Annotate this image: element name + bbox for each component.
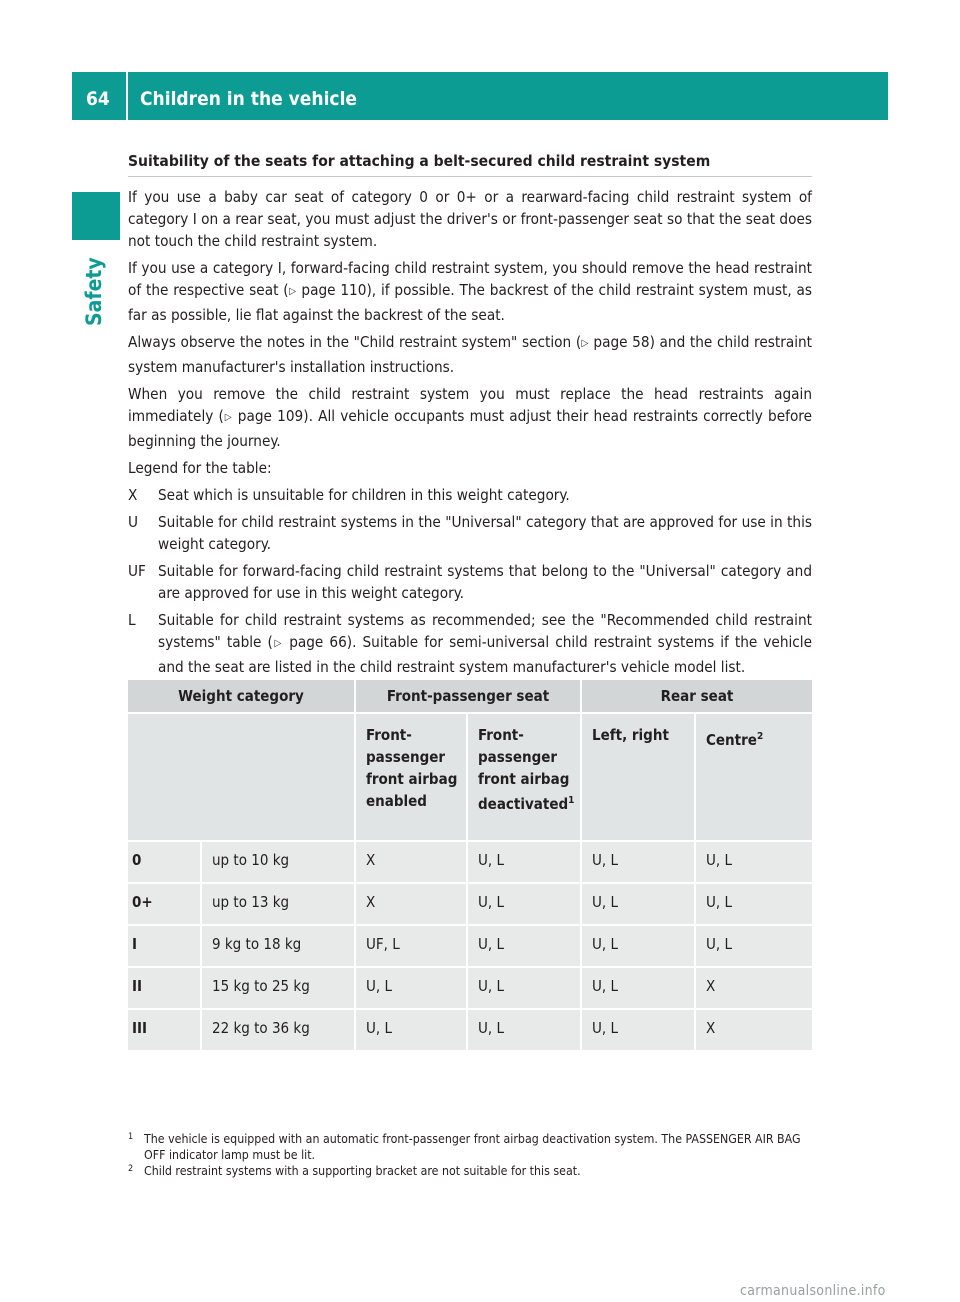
footnote-ref-1: 1 <box>568 795 575 806</box>
paragraph-1: If you use a baby car seat of category 0 or 0+ or a rearward-facing child restraint system of category I on a rear seat, you must adjust the driver's or front-passenger seat so that the seat does not touch the child restraint system. <box>128 188 812 250</box>
section-heading: Suitability of the seats for attaching a belt-secured child restraint system <box>128 152 711 170</box>
subheader-rear-left-right: Left, right <box>580 712 694 840</box>
footnotes <box>128 1131 812 1179</box>
page-ref-66[interactable]: page 66 <box>289 633 347 651</box>
legend-intro: Legend for the table: <box>128 459 272 477</box>
watermark: carmanualsonline.info <box>740 1283 886 1299</box>
cell-front-enabled: U, L <box>354 1008 466 1050</box>
footnote-ref-2: 2 <box>756 731 764 742</box>
cell-rear-centre: U, L <box>694 840 812 882</box>
legend-text: Suitable for forward-facing child restraint systems that belong to the "Universal" category and are approved for use in this weight category. <box>158 562 812 602</box>
cell-weight: up to 10 kg <box>200 840 354 882</box>
cell-front-enabled: X <box>354 840 466 882</box>
paragraph-4-b: ). All vehicle occupants must adjust their head restraints correctly before beginning the journey. <box>128 407 812 450</box>
paragraph-3-a: Always observe the notes in the "Child restraint system" section ( <box>128 333 582 351</box>
legend-text <box>158 609 812 678</box>
cell-front-deactivated: U, L <box>466 924 580 966</box>
header-divider <box>126 72 128 120</box>
page-ref-arrow-icon: ▷ <box>288 286 297 297</box>
paragraph-2-a: If you use a category I, forward-facing child restraint system, you should remove the head restraint of the respective seat ( <box>128 259 812 299</box>
cell-rear-left-right: U, L <box>580 840 694 882</box>
page-number: 64 <box>86 88 110 110</box>
page-ref-arrow-icon: ▷ <box>581 338 589 349</box>
page-ref-arrow-icon: ▷ <box>272 638 284 649</box>
cell-rear-left-right: U, L <box>580 1008 694 1050</box>
heading-rule <box>128 176 812 177</box>
header-weight-category: Weight category <box>128 680 354 712</box>
paragraph-3 <box>128 331 812 378</box>
cell-rear-centre: U, L <box>694 924 812 966</box>
table-row <box>128 882 812 924</box>
cell-front-deactivated: U, L <box>466 882 580 924</box>
header-front-passenger-seat: Front-passenger seat <box>354 680 580 712</box>
table-row <box>128 924 812 966</box>
cell-rear-centre: U, L <box>694 882 812 924</box>
seat-suitability-table <box>128 680 812 1050</box>
page-ref-109[interactable]: page 109 <box>237 407 304 425</box>
cell-front-deactivated: U, L <box>466 966 580 1008</box>
header-rear-seat: Rear seat <box>580 680 812 712</box>
footnote-1 <box>128 1131 812 1163</box>
cell-rear-left-right: U, L <box>580 966 694 1008</box>
table-row <box>128 1008 812 1050</box>
legend-key: X <box>128 486 138 504</box>
subheader-rear-centre <box>694 712 812 840</box>
legend-key: U <box>128 513 139 531</box>
cell-rear-centre: X <box>694 1008 812 1050</box>
legend-item <box>128 511 812 555</box>
legend-text-a: Suitable for child restraint systems as recommended; see the "Recommended child restraint systems" table ( <box>158 611 812 651</box>
cell-rear-left-right: U, L <box>580 924 694 966</box>
cell-front-enabled: U, L <box>354 966 466 1008</box>
cell-front-enabled: UF, L <box>354 924 466 966</box>
cell-category: III <box>128 1008 200 1050</box>
footnote-number: 2 <box>128 1164 134 1174</box>
subheader-front-enabled: Front-passenger front airbag enabled <box>354 712 466 840</box>
subheader-front-deactivated <box>466 712 580 840</box>
cell-weight: up to 13 kg <box>200 882 354 924</box>
legend-key: L <box>128 611 136 629</box>
footnote-2 <box>128 1163 812 1179</box>
cell-weight: 15 kg to 25 kg <box>200 966 354 1008</box>
cell-front-deactivated: U, L <box>466 840 580 882</box>
legend-key: UF <box>128 562 146 580</box>
footnote-number: 1 <box>128 1132 134 1142</box>
body-text <box>128 186 812 683</box>
page-ref-58[interactable]: page 58 <box>593 333 650 351</box>
legend-item <box>128 560 812 604</box>
table-row <box>128 840 812 882</box>
cell-rear-left-right: U, L <box>580 882 694 924</box>
paragraph-4 <box>128 383 812 452</box>
cell-category: 0 <box>128 840 200 882</box>
cell-front-deactivated: U, L <box>466 1008 580 1050</box>
table-row <box>128 966 812 1008</box>
cell-weight: 9 kg to 18 kg <box>200 924 354 966</box>
footnote-text: The vehicle is equipped with an automatic front-passenger front airbag deactivation system. The PASSENGER AIR BAG OFF indicator lamp must be lit. <box>144 1132 801 1162</box>
subheader-rear-centre-text: Centre <box>706 731 757 749</box>
page-ref-110[interactable]: page 110 <box>301 281 367 299</box>
paragraph-4-a: When you remove the child restraint system you must replace the head restraints again immediately ( <box>128 385 812 425</box>
legend-text-b: ). Suitable for semi-universal child restraint systems if the vehicle and the seat are listed in the child restraint system manufacturer's vehicle model list. <box>158 633 813 676</box>
section-tab-marker <box>72 192 120 240</box>
page-ref-arrow-icon: ▷ <box>223 412 233 423</box>
cell-category: 0+ <box>128 882 200 924</box>
legend-text: Suitable for child restraint systems in the "Universal" category that are approved for use in this weight category. <box>158 513 812 553</box>
cell-rear-centre: X <box>694 966 812 1008</box>
footnote-text: Child restraint systems with a supporting bracket are not suitable for this seat. <box>144 1164 581 1178</box>
header-blank <box>128 712 354 840</box>
legend-item <box>128 484 812 506</box>
paragraph-2 <box>128 257 812 326</box>
subheader-front-deactivated-text: Front-passenger front airbag deactivated <box>478 726 570 813</box>
paragraph-3-b: ) and the child restraint system manufacturer's installation instructions. <box>128 333 813 376</box>
section-tab-label: Safety <box>82 257 106 326</box>
legend-text: Seat which is unsuitable for children in this weight category. <box>158 486 570 504</box>
legend-item <box>128 609 812 678</box>
cell-category: II <box>128 966 200 1008</box>
cell-category: I <box>128 924 200 966</box>
paragraph-2-b: ), if possible. The backrest of the child restraint system must, as far as possible, lie flat against the backrest of the seat. <box>128 281 813 324</box>
cell-front-enabled: X <box>354 882 466 924</box>
cell-weight: 22 kg to 36 kg <box>200 1008 354 1050</box>
chapter-title: Children in the vehicle <box>140 88 358 110</box>
